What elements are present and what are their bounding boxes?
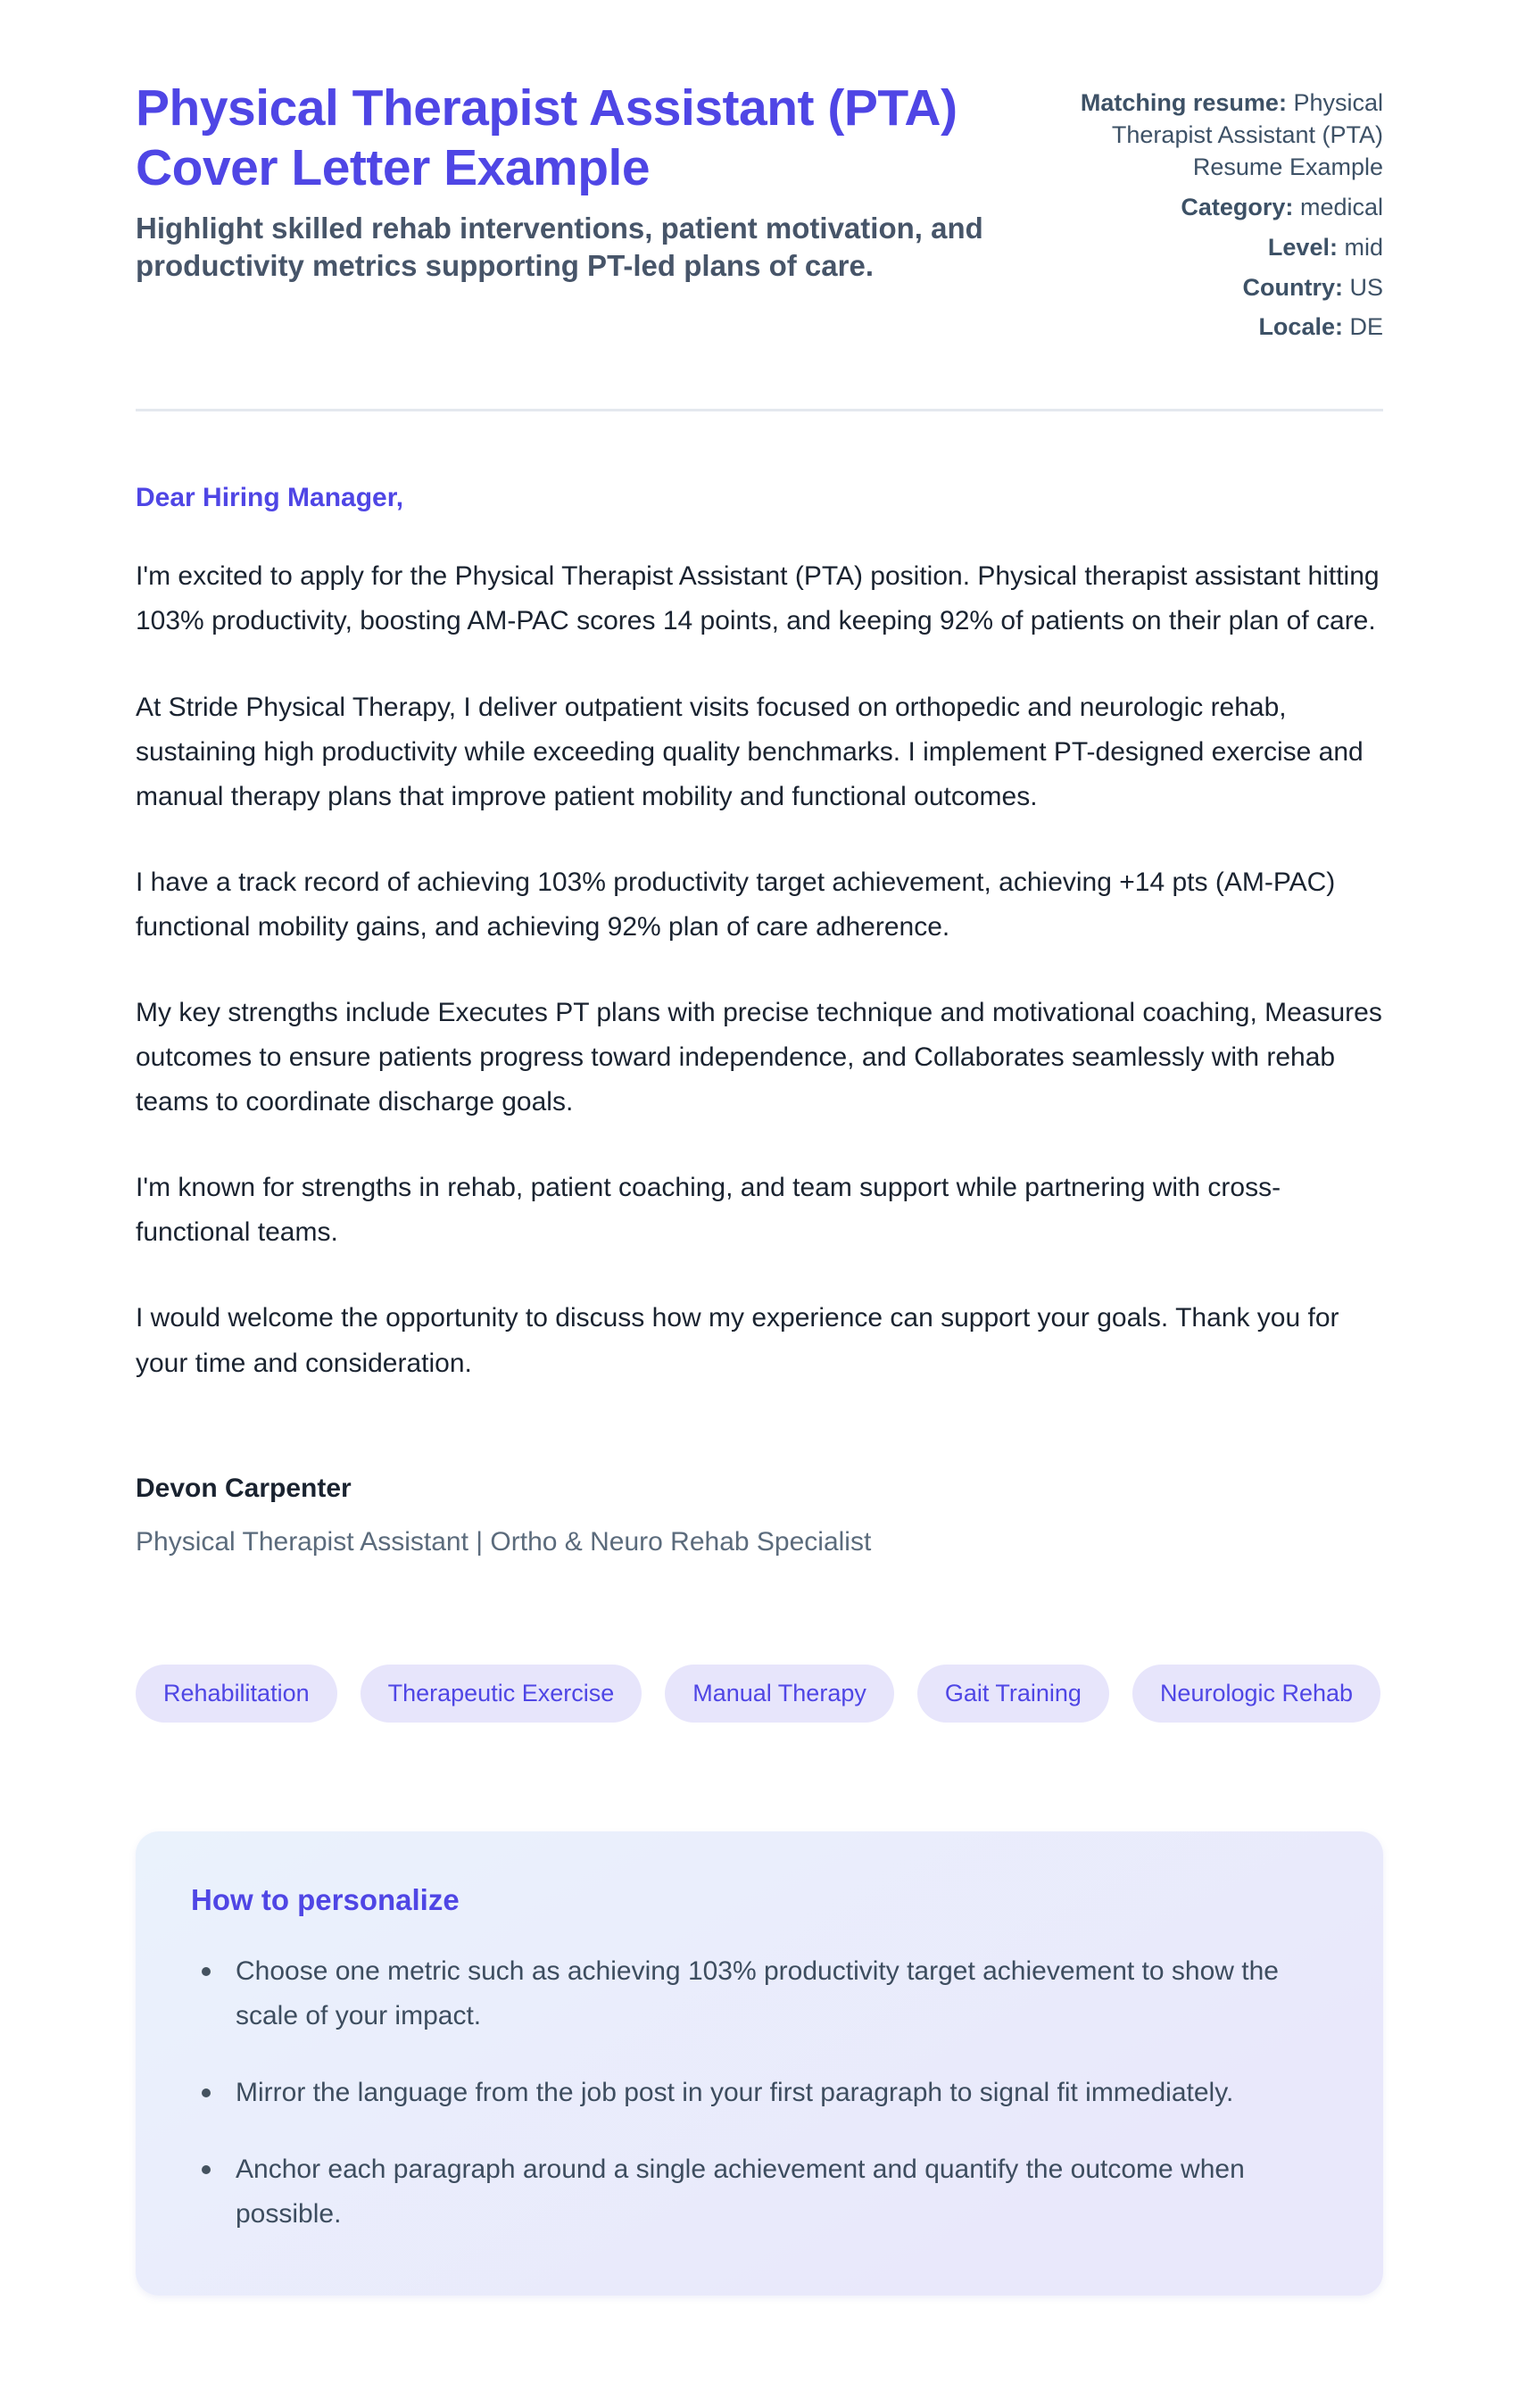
meta-label: Level: [1267, 233, 1338, 261]
meta-value: Physical Therapist Assistant (PTA) Resume Example [1111, 89, 1383, 180]
header-title-block [136, 79, 1015, 286]
letter-paragraph: My key strengths include Executes PT plans with precise technique and motivational coaching, Measures outcomes to ensure patients progress toward independence, and Collaborates seamlessly with rehab teams to coordinate discharge goals. [136, 998, 1382, 1117]
personalize-bullet [191, 1949, 1330, 2038]
meta-label: Country: [1242, 273, 1343, 301]
letter-paragraph: At Stride Physical Therapy, I deliver outpatient visits focused on orthopedic and neurologic rehab, sustaining high productivity while exceeding quality benchmarks. I implement PT-designed exercise and manual therapy plans that improve patient mobility and functional outcomes. [136, 692, 1364, 811]
tag-list [136, 1665, 1383, 1723]
meta-panel [1057, 79, 1383, 352]
letter-paragraph: I have a track record of achieving 103% productivity target achievement, achieving +14 pts (AM-PAC) functional mobility gains, and achieving 92% plan of care adherence. [136, 867, 1336, 942]
meta-label: Locale: [1258, 313, 1343, 341]
letter-paragraph: I'm known for strengths in rehab, patient coaching, and team support while partnering with cross-functional teams. [136, 1173, 1281, 1248]
personalize-bullet [191, 2147, 1330, 2237]
bullet-dot [202, 2088, 211, 2097]
bullet-dot [202, 2165, 211, 2174]
letter-paragraph: I would welcome the opportunity to discuss how my experience can support your goals. Thank you for your time and consideration. [136, 1303, 1339, 1378]
meta-category [1057, 192, 1383, 224]
signature-name: Devon Carpenter [136, 1473, 352, 1503]
meta-value: US [1349, 273, 1383, 301]
meta-value: medical [1299, 193, 1383, 220]
tag-pill-rehabilitation: Rehabilitation [136, 1665, 337, 1723]
page-header [136, 79, 1383, 352]
bullet-dot [202, 1967, 211, 1976]
bullet-text: Anchor each paragraph around a single achievement and quantify the outcome when possible. [236, 2154, 1245, 2229]
page-subtitle: Highlight skilled rehab interventions, patient motivation, and productivity metrics supporting PT-led plans of care. [136, 211, 983, 283]
bullet-text: Choose one metric such as achieving 103% productivity target achievement to show the scale of your impact. [236, 1955, 1279, 2030]
tag-pill-therapeutic-exercise: Therapeutic Exercise [361, 1665, 642, 1723]
personalize-bullet-list [191, 1949, 1330, 2237]
personalize-card [136, 1831, 1383, 2296]
personalize-card-title: How to personalize [191, 1882, 460, 1916]
meta-value: mid [1344, 233, 1383, 261]
header-divider [136, 409, 1383, 411]
meta-matching-resume [1057, 87, 1383, 184]
tag-pill-neurologic-rehab: Neurologic Rehab [1132, 1665, 1380, 1723]
salutation: Dear Hiring Manager, [136, 483, 404, 513]
meta-locale [1057, 311, 1383, 344]
signature-title: Physical Therapist Assistant | Ortho & Neuro Rehab Specialist [136, 1526, 872, 1557]
personalize-bullet [191, 2071, 1330, 2115]
meta-label: Category: [1181, 193, 1294, 220]
tag-pill-manual-therapy: Manual Therapy [665, 1665, 894, 1723]
meta-level [1057, 232, 1383, 264]
meta-label: Matching resume: [1080, 89, 1287, 116]
meta-country [1057, 272, 1383, 304]
letter-body [136, 483, 1383, 1557]
meta-value: DE [1349, 313, 1383, 341]
tag-pill-gait-training: Gait Training [917, 1665, 1109, 1723]
page-title: Physical Therapist Assistant (PTA) Cover Letter Example [136, 79, 957, 197]
bullet-text: Mirror the language from the job post in your first paragraph to signal fit immediately. [236, 2077, 1234, 2107]
letter-paragraph: I'm excited to apply for the Physical Therapist Assistant (PTA) position. Physical therapist assistant hitting 103% productivity, boosting AM-PAC scores 14 points, and keeping 92% of patients on their plan of care. [136, 561, 1380, 636]
